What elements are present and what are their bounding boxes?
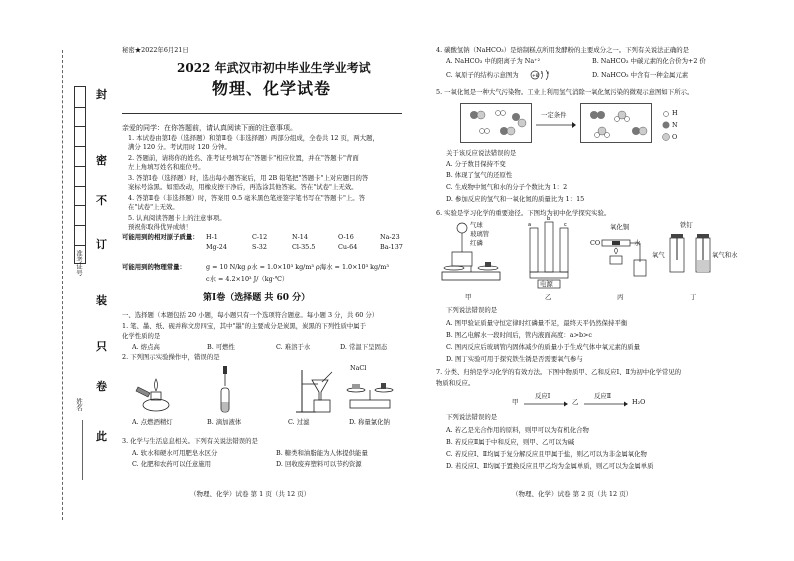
atomic-mass: O-16 (338, 233, 354, 241)
chain-reaction-1: 反应Ⅰ (535, 392, 551, 400)
note-line: 2. 答题前，请将你的姓名、准考证号填写在"答题卡"相应位置，并在"答题卡"背面 (128, 154, 359, 162)
constants-line: c水 = 4.2×10³ J/（kg·℃） (206, 275, 289, 283)
seal-char: 此 (96, 430, 107, 443)
chain-h2o: H₂O (632, 398, 646, 406)
alcohol-lamp-figure (136, 375, 176, 413)
question-2-stem: 2. 下列图示实验操作中，错误的是 (122, 353, 220, 361)
atomic-mass: Cl-35.5 (292, 243, 316, 251)
q5-option-c: C. 生成物中氮气和水的分子个数比为 1：2 (446, 183, 568, 191)
intro-text: 亲爱的同学：在你答题前，请认真阅读下面的注意事项。 (122, 124, 297, 132)
q1-option-d: D. 常温下呈固态 (340, 343, 388, 351)
q1-option-a: A. 熔点高 (132, 343, 160, 351)
exam-title: 2022 年武汉市初中毕业生学业考试 (177, 61, 371, 75)
name-label: 姓名 (75, 398, 83, 411)
question-3-stem: 3. 化学与生活息息相关。下列有关说法错误的是 (122, 437, 258, 445)
chain-jia: 甲 (512, 398, 519, 406)
secret-label: 秘密★2022年6月21日 (122, 46, 189, 54)
q6-sub: 下列说法错误的是 (446, 306, 498, 314)
question-7-stem: 物质和反应。 (436, 379, 475, 387)
note-line: 在"试卷"上无效。 (128, 203, 179, 211)
label-co: CO (590, 239, 601, 247)
note-line: 5. 认真阅读答题卡上的注意事项。 (128, 214, 226, 222)
reaction-condition: 一定条件 (541, 111, 567, 119)
svg-text:2: 2 (541, 71, 544, 75)
svg-text:6: 6 (547, 71, 550, 75)
note-line: 满分 120 分。考试用时 120 分钟。 (128, 143, 231, 151)
atomic-mass: Mg-24 (206, 243, 227, 251)
q6-option-a: A. 图甲验证质量守恒定律时红磷量不足，最终天平仍然保持平衡 (446, 319, 628, 327)
legend-n: N (672, 121, 678, 129)
q3-option-c: C. 化肥和农药可以任意施用 (132, 460, 212, 468)
chain-reaction-2: 反应Ⅱ (594, 392, 612, 400)
note-line: 3. 答第Ⅰ卷（选择题）时，选出每小题答案后，用 2B 铅笔把"答题卡"上对应题目的答 (128, 174, 369, 182)
legend-h: H (672, 109, 678, 117)
q2-option-b: B. 滴加液体 (207, 418, 242, 426)
svg-text:+8: +8 (532, 74, 539, 79)
svg-text:b: b (547, 216, 551, 222)
products-box (580, 103, 652, 143)
q7-sub: 下列说法错误的是 (446, 413, 498, 421)
constants-line: g = 10 N/kg ρ水 = 1.0×10³ kg/m³ ρ海水 = 1.0×10³ kg/m³ (206, 263, 389, 271)
q4-option-a: A. NaHCO₃ 中的阳离子为 Na⁺² (446, 57, 541, 65)
label-yi: 乙 (545, 293, 552, 301)
q7-option-a: A. 若乙是光合作用的原料，则甲可以为有机化合物 (446, 426, 589, 434)
q1-option-b: B. 可燃性 (207, 343, 235, 351)
seal-char: 不 (96, 194, 107, 207)
q5-option-d: D. 参加反应的氢气和一氧化氮的质量比为 1：15 (446, 195, 585, 203)
q7-option-d: D. 若反应Ⅰ、Ⅱ均属于置换反应且甲乙均为金属单质，则乙可以为金属单质 (446, 462, 654, 470)
exam-number-label: 准考证号 (75, 250, 83, 276)
chain-arrow-1 (524, 401, 568, 407)
dropper-figure (216, 366, 234, 414)
question-1-stem: 1. 笔、墨、纸、砚并称文房四宝，其中"墨"的主要成分是炭黑，炭黑的下列性质中属于 (122, 322, 367, 330)
question-6-stem: 6. 实验是学习化学的重要途径。下图均为初中化学探究实验。 (436, 209, 611, 217)
name-fill-line[interactable] (82, 420, 83, 480)
note-line: 1. 本试卷由第Ⅰ卷（选择题）和第Ⅱ卷（非选择题）两部分组成，全卷共 12 页，两大题， (128, 134, 379, 142)
atomic-mass: Na-23 (380, 233, 400, 241)
q7-option-b: B. 若反应Ⅱ属于中和反应，则甲、乙可以为碱 (446, 438, 575, 446)
label-balloon: 气球 (470, 221, 483, 229)
seal-char: 装 (96, 294, 107, 307)
note-line: 预祝你取得优异成绩！ (128, 223, 192, 231)
seal-char: 密 (96, 154, 107, 167)
label-ding: 丁 (690, 293, 697, 301)
exam-subtitle: 物理、化学试卷 (212, 79, 332, 98)
nacl-label: NaCl (350, 364, 367, 372)
svg-text:a: a (528, 222, 532, 228)
filtration-figure (296, 368, 342, 414)
chain-arrow-2 (584, 401, 628, 407)
reaction-arrow (536, 122, 576, 128)
note-line: 案标号涂黑。如需改动，用橡皮擦干净后，再选涂其他答案。答在"试卷"上无效。 (128, 183, 358, 191)
label-o2: 氧气 (652, 251, 665, 259)
q2-option-a: A. 点燃酒精灯 (132, 418, 173, 426)
note-line: 4. 答第Ⅱ卷（非选择题）时，答案用 0.5 毫米黑色笔迹签字笔书写在"答题卡"上。答 (128, 194, 366, 202)
reactants-box (460, 103, 532, 143)
seal-char: 订 (96, 238, 107, 251)
q6-option-b: B. 图乙电解水一段时间后，管内液面高度：a>b>c (446, 331, 592, 339)
q5-sub: 关于该反应说法错误的是 (446, 149, 517, 157)
q4-option-c: C. 氧原子的结构示意图为 (446, 71, 519, 79)
atomic-mass: S-32 (252, 243, 267, 251)
q6-option-d: D. 图丁实验可用于探究铁生锈是否需要氧气参与 (446, 355, 583, 363)
seal-char: 卷 (96, 380, 107, 393)
q2-option-c: C. 过滤 (288, 418, 310, 426)
q4-option-d: D. NaHCO₃ 中含有一种金属元素 (592, 71, 689, 79)
label-o2-water: 氧气和水 (712, 251, 738, 259)
q6-option-c: C. 图丙反应后玻璃管内固体减少的质量小于生成气体中氧元素的质量 (446, 343, 641, 351)
legend-atoms (662, 110, 670, 146)
legend-o: O (672, 133, 678, 141)
label-red-p: 红磷 (470, 239, 483, 247)
section-title: 第Ⅰ卷（选择题 共 60 分） (203, 293, 311, 303)
note-line: 左上角填写姓名和座位号。 (128, 163, 205, 171)
question-1-stem: 化学性质的是 (122, 332, 161, 340)
balance-figure (342, 374, 398, 412)
label-glass-tube: 玻璃管 (470, 230, 490, 238)
q3-option-d: D. 回收废弃塑料可以节约资源 (276, 460, 362, 468)
label-jia: 甲 (465, 293, 472, 301)
q4-option-b: B. NaHCO₃ 中碳元素的化合价为+2 价 (592, 57, 706, 65)
page-footer: （物理、化学）试卷 第 2 页（共 12 页） (512, 490, 633, 498)
q1-option-c: C. 难溶于水 (276, 343, 311, 351)
constants-label: 可能用到的物理常量： (122, 263, 186, 271)
atomic-mass: N-14 (292, 233, 308, 241)
label-cuo: 氧化铜 (610, 223, 630, 231)
question-5-stem: 5. 一氧化氮是一种大气污染物。工业上利用氢气消除一氧化氮污染的微观示意图如下所示。 (436, 88, 694, 96)
seal-char: 只 (96, 340, 107, 353)
label-water: 水 (634, 239, 641, 247)
label-nail: 铁钉 (680, 221, 693, 229)
question-7-stem: 7. 分类、归纳是学习化学的有效方法。下图中物质甲、乙和反应Ⅰ、Ⅱ为初中化学常见的 (436, 368, 682, 376)
atomic-mass: Ba-137 (380, 243, 403, 251)
figure-jia (440, 222, 504, 286)
chain-yi: 乙 (572, 398, 579, 406)
atomic-mass: H-1 (206, 233, 218, 241)
seal-line (62, 50, 63, 520)
label-bing: 丙 (617, 293, 624, 301)
atomic-mass-label: 可能用到的相对原子质量： (122, 233, 199, 241)
q5-option-b: B. 体现了氢气的还原性 (446, 171, 513, 179)
section-intro: 一、选择题（本题包括 20 小题，每小题只有一个选项符合题意。每小题 3 分，共 60 分） (122, 311, 379, 319)
page-footer: （物理、化学）试卷 第 1 页（共 12 页） (190, 490, 311, 498)
question-4-stem: 4. 碳酸氢钠（NaHCO₃）是焙制糕点所用发酵粉的主要成分之一。下列有关说法正确的是 (436, 46, 690, 54)
oxygen-atom-diagram (530, 69, 556, 81)
q7-option-c: C. 若反应Ⅰ、Ⅱ均属于复分解反应且甲属于盐，则乙可以为非金属氧化物 (446, 450, 647, 458)
q2-option-d: D. 称量氯化钠 (349, 418, 390, 426)
q5-option-a: A. 分子数目保持不变 (446, 160, 506, 168)
q3-option-b: B. 糖类和油脂能为人体提供能量 (276, 449, 368, 457)
exam-number-boxes[interactable] (74, 86, 86, 264)
q3-option-a: A. 软水和硬水可用肥皂水区分 (132, 449, 218, 457)
svg-text:c: c (564, 222, 567, 228)
header-divider (122, 113, 402, 114)
seal-char: 封 (96, 88, 107, 101)
label-power: 电源 (540, 280, 553, 288)
atomic-mass: Cu-64 (338, 243, 358, 251)
atomic-mass: C-12 (252, 233, 268, 241)
